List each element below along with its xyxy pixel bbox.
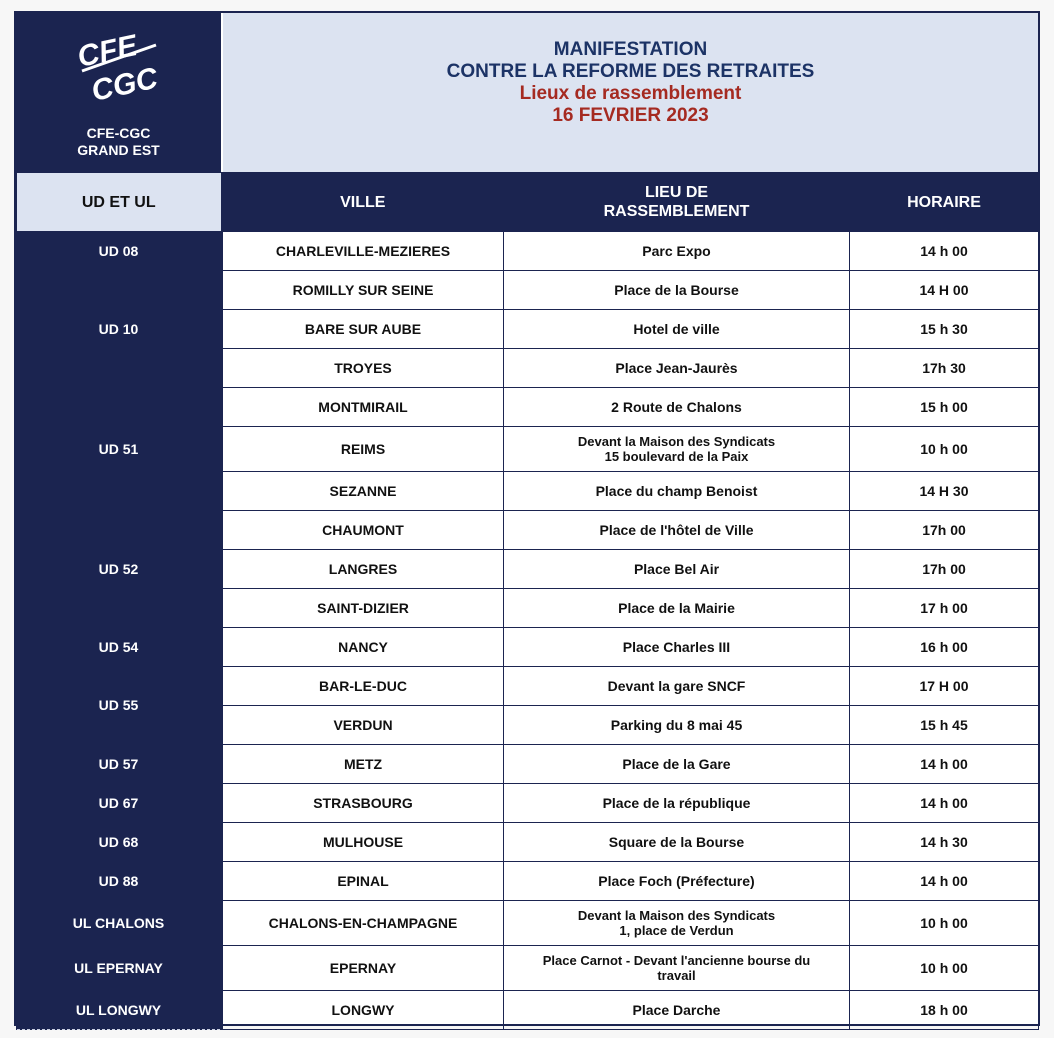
lieu-line: Place de la Mairie	[618, 599, 735, 616]
ud-cell: UD 51	[17, 388, 222, 511]
table-header-row	[17, 173, 1039, 232]
lieu-cell	[504, 271, 850, 310]
lieu-cell	[504, 901, 850, 946]
ud-cell: UL EPERNAY	[17, 946, 222, 991]
table-row	[17, 511, 1039, 550]
logo-panel	[16, 13, 221, 172]
cfe-cgc-logo-icon	[74, 27, 166, 119]
lieu-cell	[504, 589, 850, 628]
lieu-cell	[504, 511, 850, 550]
lieu-cell	[504, 784, 850, 823]
title-line2: CONTRE LA REFORME DES RETRAITES	[446, 61, 815, 82]
horaire-cell: 14 h 00	[850, 745, 1039, 784]
lieu-cell	[504, 706, 850, 745]
lieu-cell	[504, 472, 850, 511]
table-row	[17, 901, 1039, 946]
table-row	[17, 784, 1039, 823]
ud-cell: UD 55	[17, 667, 222, 745]
lieu-line: Parc Expo	[642, 242, 711, 259]
svg-text:CFE: CFE	[74, 29, 141, 74]
horaire-cell: 17h 00	[850, 550, 1039, 589]
col-header-lieu-line1: LIEU DE	[644, 184, 709, 201]
ville-cell: NANCY	[222, 628, 504, 667]
ud-cell: UD 10	[17, 271, 222, 388]
lieu-cell	[504, 388, 850, 427]
lieu-line: Place Carnot - Devant l'ancienne bourse du	[542, 953, 811, 968]
table-row	[17, 628, 1039, 667]
lieu-line: Square de la Bourse	[608, 833, 745, 850]
ville-cell: ROMILLY SUR SEINE	[222, 271, 504, 310]
horaire-cell: 18 h 00	[850, 991, 1039, 1030]
table-row	[17, 388, 1039, 427]
title-panel	[223, 13, 1038, 172]
lieu-line: Devant la Maison des Syndicats	[577, 434, 776, 449]
title-line1: MANIFESTATION	[553, 39, 708, 60]
lieu-cell	[504, 550, 850, 589]
ud-cell: UD 68	[17, 823, 222, 862]
ud-cell: UD 57	[17, 745, 222, 784]
lieu-line: 15 boulevard de la Paix	[604, 449, 749, 464]
ville-cell: EPERNAY	[222, 946, 504, 991]
horaire-cell: 15 h 45	[850, 706, 1039, 745]
subtitle-line1: Lieux de rassemblement	[519, 83, 742, 104]
ville-cell: VERDUN	[222, 706, 504, 745]
org-line1: CFE-CGC	[86, 125, 151, 141]
ville-cell: TROYES	[222, 349, 504, 388]
col-header-ville: VILLE	[222, 173, 504, 232]
lieu-cell	[504, 232, 850, 271]
ville-cell: BAR-LE-DUC	[222, 667, 504, 706]
lieu-line: Place Jean-Jaurès	[615, 359, 738, 376]
lieu-line: Place Charles III	[622, 638, 731, 655]
horaire-cell: 16 h 00	[850, 628, 1039, 667]
horaire-cell: 15 h 30	[850, 310, 1039, 349]
rassemblement-table	[16, 172, 1039, 1030]
ville-cell: CHAUMONT	[222, 511, 504, 550]
lieu-cell	[504, 991, 850, 1030]
ud-cell: UL LONGWY	[17, 991, 222, 1030]
horaire-cell: 14 H 00	[850, 271, 1039, 310]
horaire-cell: 17 h 00	[850, 589, 1039, 628]
table-row	[17, 991, 1039, 1030]
horaire-cell: 14 H 30	[850, 472, 1039, 511]
lieu-line: Place Darche	[632, 1001, 721, 1018]
document-sheet	[14, 11, 1040, 1026]
ud-cell: UD 08	[17, 232, 222, 271]
lieu-cell	[504, 823, 850, 862]
org-name	[16, 125, 221, 159]
horaire-cell: 17 H 00	[850, 667, 1039, 706]
ud-cell: UD 52	[17, 511, 222, 628]
col-header-horaire: HORAIRE	[850, 173, 1039, 232]
ville-cell: LANGRES	[222, 550, 504, 589]
lieu-line: 2 Route de Chalons	[611, 398, 742, 415]
ville-cell: LONGWY	[222, 991, 504, 1030]
lieu-cell	[504, 628, 850, 667]
ville-cell: SEZANNE	[222, 472, 504, 511]
horaire-cell: 15 h 00	[850, 388, 1039, 427]
lieu-line: Place Bel Air	[633, 560, 720, 577]
horaire-cell: 14 h 30	[850, 823, 1039, 862]
lieu-line: Place Foch (Préfecture)	[598, 872, 755, 889]
ville-cell: STRASBOURG	[222, 784, 504, 823]
lieu-cell	[504, 745, 850, 784]
ville-cell: METZ	[222, 745, 504, 784]
horaire-cell: 14 h 00	[850, 862, 1039, 901]
ud-cell: UD 67	[17, 784, 222, 823]
lieu-line: travail	[657, 968, 696, 983]
lieu-line: Place de la Bourse	[614, 281, 739, 298]
ud-cell: UL CHALONS	[17, 901, 222, 946]
col-header-lieu-line2: RASSEMBLEMENT	[603, 203, 750, 220]
ville-cell: REIMS	[222, 427, 504, 472]
table-row	[17, 667, 1039, 706]
table-row	[17, 232, 1039, 271]
ud-cell: UD 88	[17, 862, 222, 901]
lieu-line: Place de la Gare	[622, 755, 731, 772]
lieu-line: Hotel de ville	[633, 320, 720, 337]
lieu-line: Devant la Maison des Syndicats	[577, 908, 776, 923]
lieu-cell	[504, 667, 850, 706]
lieu-cell	[504, 946, 850, 991]
horaire-cell: 10 h 00	[850, 427, 1039, 472]
horaire-cell: 17h 30	[850, 349, 1039, 388]
table-row	[17, 271, 1039, 310]
table-row	[17, 745, 1039, 784]
ville-cell: MULHOUSE	[222, 823, 504, 862]
ville-cell: MONTMIRAIL	[222, 388, 504, 427]
ville-cell: EPINAL	[222, 862, 504, 901]
horaire-cell: 10 h 00	[850, 901, 1039, 946]
horaire-cell: 17h 00	[850, 511, 1039, 550]
lieu-line: Place de la république	[602, 794, 751, 811]
table-row	[17, 862, 1039, 901]
lieu-cell	[504, 349, 850, 388]
lieu-line: Place du champ Benoist	[595, 482, 758, 499]
lieu-cell	[504, 310, 850, 349]
col-header-ud: UD ET UL	[17, 173, 222, 232]
table-body	[17, 232, 1039, 1030]
lieu-line: Parking du 8 mai 45	[610, 716, 743, 733]
ville-cell: SAINT-DIZIER	[222, 589, 504, 628]
lieu-cell	[504, 427, 850, 472]
horaire-cell: 10 h 00	[850, 946, 1039, 991]
org-line2: GRAND EST	[77, 142, 160, 158]
document-header	[16, 13, 1038, 172]
svg-text:CGC: CGC	[88, 61, 161, 108]
table-row	[17, 823, 1039, 862]
horaire-cell: 14 h 00	[850, 232, 1039, 271]
lieu-line: Devant la gare SNCF	[607, 677, 746, 694]
ville-cell: CHARLEVILLE-MEZIERES	[222, 232, 504, 271]
ville-cell: BARE SUR AUBE	[222, 310, 504, 349]
horaire-cell: 14 h 00	[850, 784, 1039, 823]
ville-cell: CHALONS-EN-CHAMPAGNE	[222, 901, 504, 946]
col-header-lieu	[504, 173, 850, 232]
lieu-cell	[504, 862, 850, 901]
lieu-line: Place de l'hôtel de Ville	[599, 521, 754, 538]
ud-cell: UD 54	[17, 628, 222, 667]
subtitle-line2: 16 FEVRIER 2023	[552, 105, 709, 126]
table-row	[17, 946, 1039, 991]
lieu-line: 1, place de Verdun	[619, 923, 734, 938]
